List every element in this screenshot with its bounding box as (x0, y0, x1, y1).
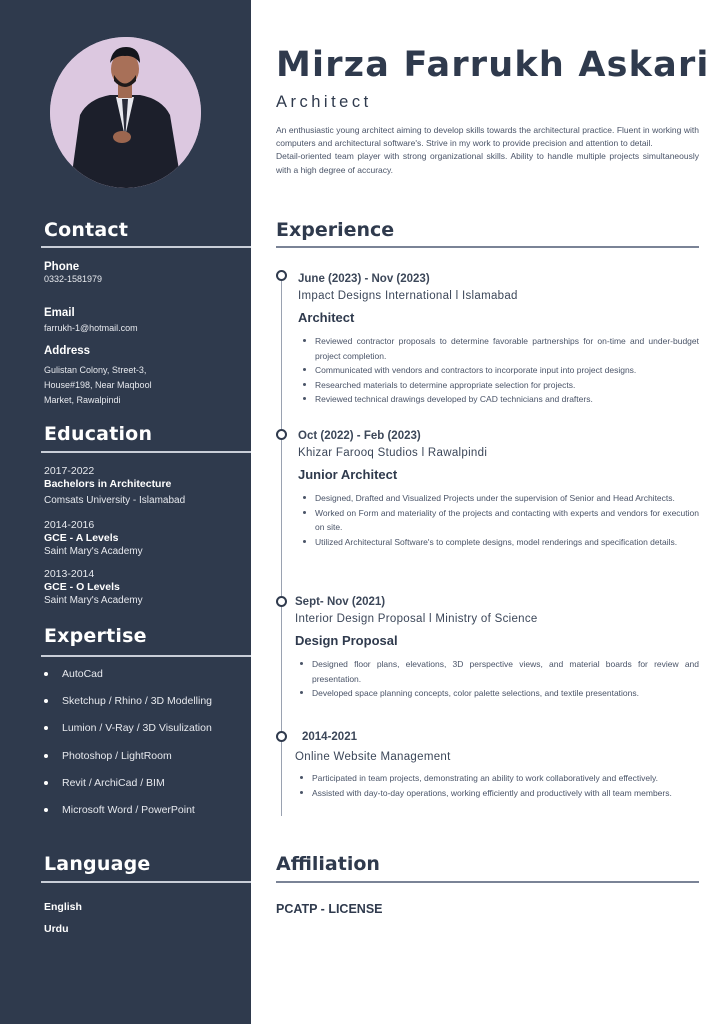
job-bullet: Designed, Drafted and Visualized Projects under the supervision of Senior and Head Architects. (298, 491, 699, 506)
profile-summary (276, 124, 699, 177)
job-company: Online Website Management (295, 751, 451, 763)
experience-divider (276, 246, 699, 248)
contact-heading: Contact (44, 219, 129, 241)
affiliation-divider (276, 881, 699, 883)
phone-value: 0332-1581979 (44, 274, 103, 284)
expertise-list (44, 667, 212, 830)
education-school: Saint Mary's Academy (44, 546, 143, 557)
expertise-item: Revit / ArchiCad / BIM (44, 776, 212, 803)
timeline-node (276, 270, 287, 281)
job-company: Impact Designs International l Islamabad (298, 290, 518, 302)
job-company: Interior Design Proposal l Ministry of Science (295, 613, 538, 625)
experience-entry (298, 429, 699, 549)
job-bullet: Designed floor plans, elevations, 3D perspective views, and material boards for review and presentation. (295, 657, 699, 686)
education-item (44, 464, 244, 507)
job-bullet: Developed space planning concepts, color palette selections, and textile presentations. (295, 686, 699, 701)
expertise-item: Lumion / V-Ray / 3D Visulization (44, 721, 212, 748)
job-date: Oct (2022) - Feb (2023) (298, 430, 421, 442)
education-years: 2017-2022 (44, 465, 95, 477)
language-item: Urdu (44, 923, 69, 935)
job-bullet: Assisted with day-to-day operations, working efficiently and productively with all team members. (295, 786, 699, 801)
job-company: Khizar Farooq Studios l Rawalpindi (298, 447, 488, 459)
job-date: Sept- Nov (2021) (295, 596, 386, 608)
education-years: 2013-2014 (44, 568, 95, 580)
education-item (44, 518, 244, 558)
email-value: farrukh-1@hotmail.com (44, 323, 138, 333)
language-divider (41, 881, 251, 883)
job-bullet: Communicated with vendors and contractors to incorporate input into project designs. (298, 363, 699, 378)
timeline-node (276, 731, 287, 742)
job-bullet: Utilized Architectural Software's to complete designs, model renderings and specification details. (298, 535, 699, 550)
job-bullet: Participated in team projects, demonstrating an ability to work collaboratively and effectively. (295, 771, 699, 786)
job-bullet: Researched materials to determine appropriate selection for projects. (298, 378, 699, 393)
job-bullets (295, 657, 699, 701)
candidate-role: Architect (276, 93, 372, 111)
job-date: 2014-2021 (302, 731, 357, 743)
job-date: June (2023) - Nov (2023) (298, 273, 430, 285)
email-label: Email (44, 307, 75, 319)
job-bullets (298, 334, 699, 407)
affiliation-item: PCATP - LICENSE (276, 902, 383, 916)
job-bullets (295, 771, 699, 800)
phone-label: Phone (44, 261, 80, 273)
experience-entry (298, 272, 699, 407)
education-item (44, 567, 244, 607)
education-school: Comsats University - Islamabad (44, 495, 186, 506)
expertise-divider (41, 655, 251, 657)
contact-divider (41, 246, 251, 248)
expertise-item: Photoshop / LightRoom (44, 749, 212, 776)
job-bullet: Reviewed technical drawings developed by CAD technicians and drafters. (298, 392, 699, 407)
experience-entry (295, 595, 699, 701)
education-degree: GCE - O Levels (44, 581, 120, 593)
summary-paragraph: Detail-oriented team player with strong organizational skills. Ability to handle multiple projects simultaneously with a high degree of accuracy. (276, 151, 699, 175)
education-degree: Bachelors in Architecture (44, 478, 172, 490)
language-item: English (44, 901, 82, 913)
experience-heading: Experience (276, 219, 395, 241)
profile-photo (50, 37, 201, 188)
education-degree: GCE - A Levels (44, 532, 119, 544)
candidate-name: Mirza Farrukh Askari (276, 45, 710, 85)
experience-entry (295, 730, 699, 800)
job-title: Junior Architect (298, 467, 398, 482)
job-title: Design Proposal (295, 633, 398, 648)
expertise-heading: Expertise (44, 625, 147, 647)
address-value: Gulistan Colony, Street-3, House#198, Near Maqbool Market, Rawalpindi (44, 365, 152, 405)
timeline-node (276, 596, 287, 607)
education-years: 2014-2016 (44, 519, 95, 531)
timeline-node (276, 429, 287, 440)
job-bullet: Worked on Form and materiality of the projects and contacting with experts and vendors for execution on site. (298, 506, 699, 535)
affiliation-heading: Affiliation (276, 853, 380, 875)
main-content (251, 0, 725, 1024)
job-title: Architect (298, 310, 355, 325)
expertise-item: Sketchup / Rhino / 3D Modelling (44, 694, 212, 721)
address-label: Address (44, 345, 91, 357)
education-school: Saint Mary's Academy (44, 595, 143, 606)
education-divider (41, 451, 251, 453)
job-bullets (298, 491, 699, 549)
sidebar (0, 0, 251, 1024)
job-bullet: Reviewed contractor proposals to determine favorable partnerships for on-time and under-budget project completion. (298, 334, 699, 363)
expertise-item: AutoCad (44, 667, 212, 694)
summary-paragraph: An enthusiastic young architect aiming to develop skills towards the architectural practice. Fluent in working with computers and architectural software's. Strive in my work to provide precision and attention to detail. (276, 125, 699, 149)
expertise-item: Microsoft Word / PowerPoint (44, 803, 212, 830)
education-heading: Education (44, 423, 153, 445)
language-heading: Language (44, 853, 151, 875)
